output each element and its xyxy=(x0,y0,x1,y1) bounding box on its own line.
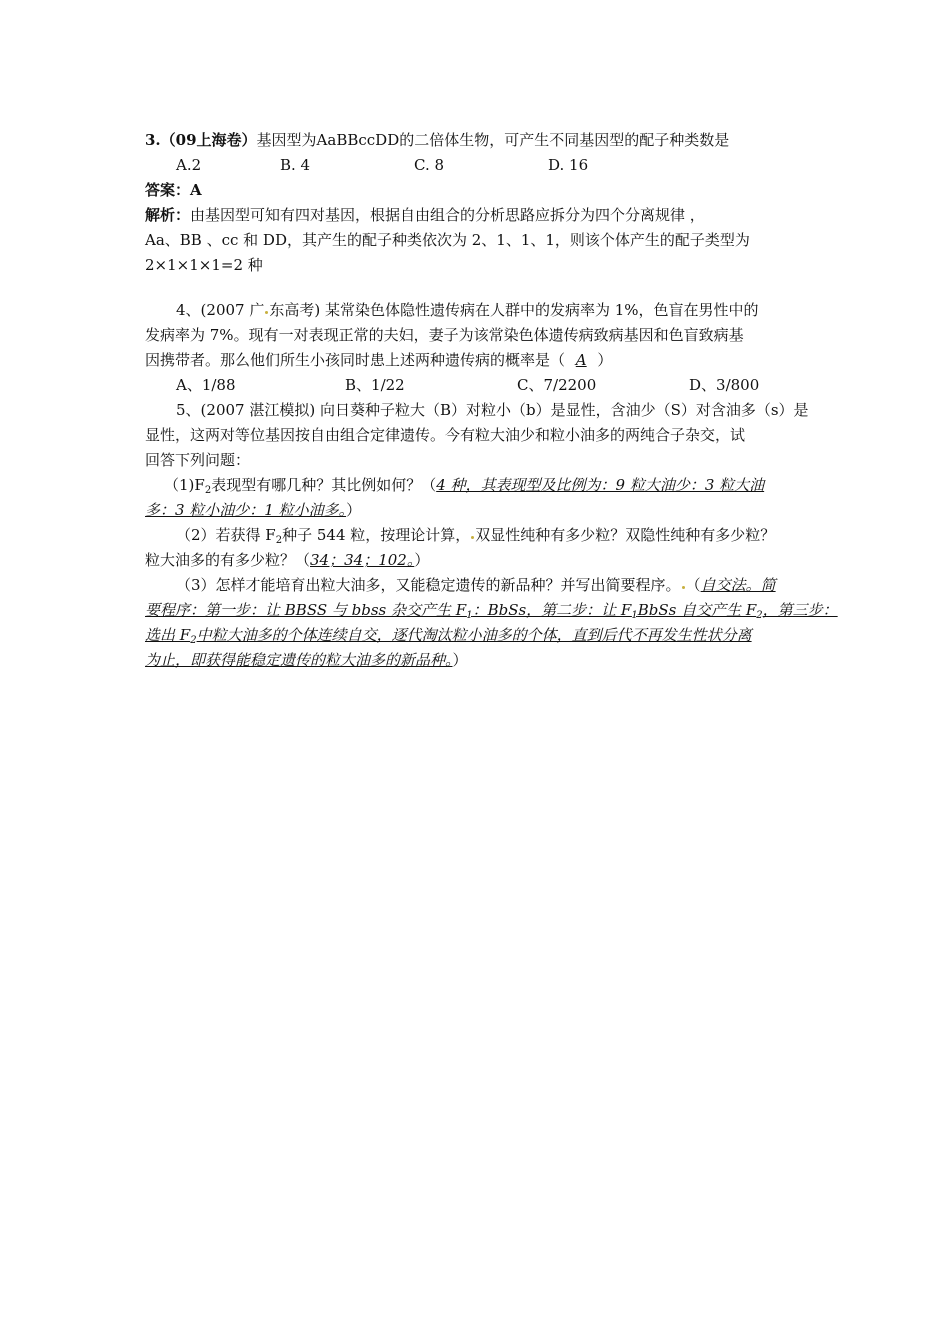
q5-line-2: 显性，这两对等位基因按自由组合定律遗传。今有粒大油少和粒小油多的两纯合子杂交，试 xyxy=(145,426,746,444)
q3-number: 3. xyxy=(145,131,161,149)
q5-sub2-line-2-pre: 粒大油多的有多少粒？（ xyxy=(145,551,311,569)
q5-line-3: 回答下列问题： xyxy=(145,451,251,469)
q3-option-a: A.2 xyxy=(176,156,202,174)
q5-sub3-question: （3）怎样才能培育出粒大油多，又能稳定遗传的新品种？并写出简要程序。 xyxy=(176,576,681,594)
marker-dot-icon xyxy=(682,586,685,589)
q3-stem xyxy=(145,130,729,150)
q5-sub3-answer-4: 为止，即获得能稳定遗传的粒大油多的新品种。 xyxy=(145,651,453,669)
q5-sub1-answer-2: 多：3 粒小油少：1 粒小油多。 xyxy=(145,501,347,519)
q4-option-c: C、7/2200 xyxy=(517,376,597,394)
q3-answer xyxy=(145,180,202,200)
q5-sub3-answer-2 xyxy=(145,601,838,619)
q4-options xyxy=(176,375,759,395)
q5-sub2-post: ） xyxy=(414,551,430,569)
marker-dot-icon xyxy=(471,536,474,539)
q5-sub3-answer-3-sub: 2 xyxy=(190,635,197,646)
q4-answer: A xyxy=(575,351,587,369)
q3-option-d: D. 16 xyxy=(548,156,589,174)
q5-sub1-subscript: 2 xyxy=(204,485,212,496)
q5-sub2-mid: 种子 544 粒，按理论计算， xyxy=(282,526,471,544)
q4-line-1b: 东高考) 某常染色体隐性遗传病在人群中的发病率为 1%，色盲在男性中的 xyxy=(269,301,759,319)
q3-analysis-line-1 xyxy=(145,205,705,225)
q5-sub3-answer-2b: ：BbSs，第二步：让 F xyxy=(472,601,632,619)
q5-sub2-rest: 双显性纯种有多少粒？双隐性纯种有多少粒？ xyxy=(475,526,776,544)
q3-option-c: C. 8 xyxy=(414,156,445,174)
q4-line-1a: 4、(2007 广 xyxy=(176,301,265,319)
q4-line-3 xyxy=(145,350,612,370)
q3-answer-value: A xyxy=(190,181,202,199)
q5-sub1-answer-1: 4 种，其表现型及比例为：9 粒大油少：3 粒大油 xyxy=(436,476,765,494)
q3-options xyxy=(176,155,588,175)
marker-dot-icon xyxy=(265,311,268,314)
q3-analysis-line-3: 2×1×1×1=2 种 xyxy=(145,256,263,274)
q4-option-b: B、1/22 xyxy=(345,376,405,394)
q3-analysis-line-2: Aa、BB 、cc 和 DD，其产生的配子种类依次为 2、1、1、1，则该个体产生的配子类型为 xyxy=(145,231,750,249)
q3-stem-text: 基因型为AaBBccDD的二倍体生物，可产生不同基因型的配子种类数是 xyxy=(256,131,730,149)
q5-sub3-answer-3a: 选出 F xyxy=(145,626,191,644)
q5-sub3-answer-2c: BbSs 自交产生 F xyxy=(637,601,757,619)
q5-sub3-answer-2a: 要程序：第一步：让 BBSS 与 bbss 杂交产生 F xyxy=(145,601,467,619)
q3-analysis-label: 解析： xyxy=(145,206,191,224)
q5-sub3-open: （ xyxy=(685,576,701,594)
q5-sub2-subscript: 2 xyxy=(275,535,283,546)
q3-source: （09上海卷） xyxy=(160,131,257,149)
q3-analysis-text-1: 由基因型可知有四对基因，根据自由组合的分析思路应拆分为四个分离规律 ， xyxy=(190,206,705,224)
q5-sub3-answer-2d: ，第三步： xyxy=(762,601,838,619)
q3-option-b: B. 4 xyxy=(280,156,311,174)
q4-line-1 xyxy=(176,300,759,320)
q5-sub3-answer-3 xyxy=(145,626,752,644)
q5-sub2-line-1 xyxy=(176,525,775,545)
q5-sub3-answer-2-sub2: 1 xyxy=(631,610,638,621)
q5-line-1: 5、(2007 湛江模拟) 向日葵种子粒大（B）对粒小（b）是显性，含油少（S）对含油多（s）是 xyxy=(176,401,809,419)
q5-sub1-pre: （1)F xyxy=(164,476,205,494)
q4-option-a: A、1/88 xyxy=(176,376,236,394)
q5-sub3-line-4 xyxy=(145,650,468,670)
q4-line-3-post: ） xyxy=(597,351,613,369)
q5-sub3-line-2 xyxy=(145,600,838,620)
q4-line-3-pre: 因携带者。那么他们所生小孩同时患上述两种遗传病的概率是（ xyxy=(145,351,566,369)
q5-sub2-answer: 34；34；102。 xyxy=(310,551,415,569)
q5-sub3-post: ） xyxy=(452,651,468,669)
q5-sub1-line-2 xyxy=(145,500,361,520)
q5-sub3-line-3 xyxy=(145,625,752,645)
q5-sub2-line-2 xyxy=(145,550,429,570)
q5-sub3-answer-2-sub: 1 xyxy=(466,610,473,621)
q5-sub1-question: 表现型有哪几种？其比例如何？（ xyxy=(211,476,437,494)
q5-sub3-answer-3b: 中粒大油多的个体连续自交，逐代淘汰粒小油多的个体，直到后代不再发生性状分离 xyxy=(196,626,752,644)
q4-option-d: D、3/800 xyxy=(689,376,760,394)
q4-line-2: 发病率为 7%。现有一对表现正常的夫妇，妻子为该常染色体遗传病致病基因和色盲致病基 xyxy=(145,326,744,344)
q5-sub1-line-1 xyxy=(164,475,764,495)
q5-sub1-post: ） xyxy=(346,501,362,519)
q5-sub2-pre: （2）若获得 F xyxy=(176,526,276,544)
q3-answer-label: 答案： xyxy=(145,181,191,199)
q5-sub3-answer-2-sub3: 2 xyxy=(756,610,763,621)
q5-sub3-line-1 xyxy=(176,575,776,595)
q5-sub3-answer-1: 自交法。简 xyxy=(700,576,776,594)
